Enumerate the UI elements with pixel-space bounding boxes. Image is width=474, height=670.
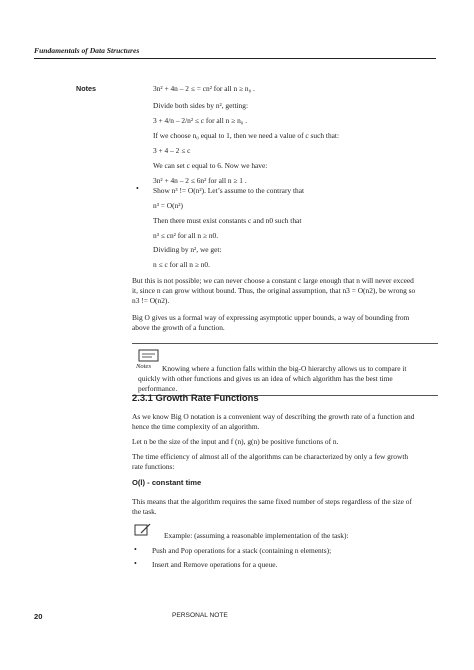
paragraph-line: the task. bbox=[132, 507, 157, 516]
claim-line: Show n³ != O(n²). Let’s assume to the contrary that bbox=[153, 186, 305, 195]
bullet-marker: • bbox=[134, 545, 137, 554]
example-line: Example: (assuming a reasonable implementation of the task): bbox=[164, 531, 349, 540]
paragraph-line: Big O gives us a formal way of expressing asymptotic upper bounds, a way of bounding from bbox=[132, 313, 410, 322]
bullet-marker: • bbox=[134, 559, 137, 568]
note-box-label: Notes bbox=[136, 363, 152, 370]
proof-line: 3n² + 4n – 2 ≤ 6n² for all n ≥ 1 . bbox=[153, 176, 247, 185]
proof-line: 3 + 4 – 2 ≤ c bbox=[153, 146, 191, 155]
paragraph-line: rate functions: bbox=[132, 462, 175, 471]
paragraph-line: The time efficiency of almost all of the algorithms can be characterized by only a few growth bbox=[132, 452, 409, 461]
example-pencil-icon bbox=[134, 523, 152, 537]
proof-line: 3n² + 4n – 2 ≤ = cn² for all n ≥ n₀ . bbox=[153, 84, 255, 93]
paragraph-line: Let n be the size of the input and f (n), g(n) be positive functions of n. bbox=[132, 437, 339, 446]
list-item: Insert and Remove operations for a queue. bbox=[152, 560, 278, 569]
claim-line: n ≤ c for all n ≥ n0. bbox=[153, 260, 210, 269]
list-item: Push and Pop operations for a stack (containing n elements); bbox=[152, 546, 332, 555]
running-header-title: Fundamentals of Data Structures bbox=[34, 46, 140, 55]
claim-line: n³ = O(n²) bbox=[153, 201, 183, 210]
claim-line: n³ ≤ cn² for all n ≥ n0. bbox=[153, 231, 219, 240]
paragraph-line: it, since n can grow without bound. Thus, the original assumption, that n3 = O(n2), be wrong so bbox=[132, 286, 416, 295]
proof-line: We can set c equal to 6. Now we have: bbox=[153, 161, 268, 170]
subsection-heading: O(l) - constant time bbox=[132, 478, 202, 487]
note-box-line: Knowing where a function falls within the big-O hierarchy allows us to compare it bbox=[162, 364, 407, 373]
paragraph-line: above the growth of a function. bbox=[132, 323, 225, 332]
paragraph-line: But this is not possible; we can never choose a constant c large enough that n will never exceed bbox=[132, 276, 414, 285]
note-box-line: performance. bbox=[138, 384, 178, 393]
claim-line: Dividing by n², we get: bbox=[153, 245, 222, 254]
bullet-marker: • bbox=[136, 184, 139, 193]
proof-line: If we choose n₀ equal to 1, then we need a value of c such that: bbox=[153, 131, 340, 140]
claim-line: Then there must exist constants c and n0 such that bbox=[153, 216, 302, 225]
proof-line: 3 + 4/n – 2/n² ≤ c for all n ≥ n₀ . bbox=[153, 116, 248, 125]
note-box-line: quickly with other functions and gives us an idea of which algorithm has the best time bbox=[138, 374, 393, 383]
paragraph-line: As we know Big O notation is a convenient way of describing the growth rate of a function and bbox=[132, 412, 415, 421]
header-rule bbox=[34, 58, 436, 59]
note-box-top-rule bbox=[132, 343, 438, 344]
paragraph-line: hence the time complexity of an algorithm. bbox=[132, 422, 260, 431]
paragraph-line: n3 != O(n2). bbox=[132, 296, 170, 305]
margin-notes-label: Notes bbox=[76, 84, 96, 93]
personal-note-label: PERSONAL NOTE bbox=[172, 612, 228, 619]
notepad-icon bbox=[138, 349, 160, 363]
paragraph-line: This means that the algorithm requires the same fixed number of steps regardless of the size of bbox=[132, 497, 412, 506]
proof-line: Divide both sides by n², getting: bbox=[153, 101, 249, 110]
page-number: 20 bbox=[34, 612, 43, 621]
section-heading: 2.3.1 Growth Rate Functions bbox=[132, 392, 259, 403]
note-box bbox=[132, 343, 438, 393]
